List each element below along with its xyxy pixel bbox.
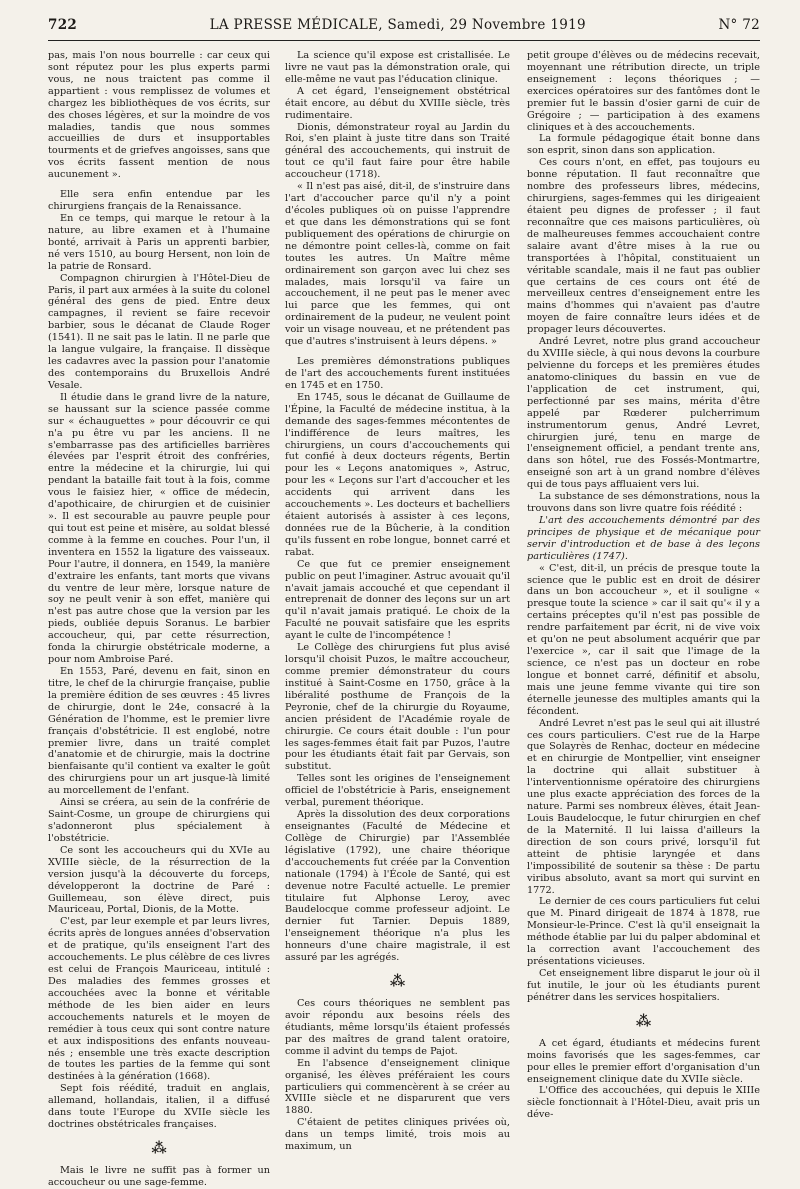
- column-3: [527, 50, 760, 1121]
- paragraph: Telles sont les origines de l'enseignement officiel de l'obstétricie à Paris, enseignement verbal, purement théorique.: [285, 773, 510, 809]
- section-separator: ⁂: [151, 1138, 167, 1157]
- paragraph: L'Office des accouchées, qui depuis le XIIIe siècle fonctionnait à l'Hôtel-Dieu, avait pris un déve-: [527, 1085, 760, 1121]
- paragraph: C'étaient de petites cliniques privées où, dans un temps limité, trois mois au maximum, un: [285, 1117, 510, 1153]
- section-separator: ⁂: [389, 972, 406, 991]
- paragraph: Ces cours n'ont, en effet, pas toujours eu bonne réputation. Il faut reconnaître que nombre des professeurs libres, médecins, chirurgiens, sages-femmes qui les dirigeaient étaient peu dignes de professer ; il faut reconnaître que ces maisons particulières, où de malheureuses femmes accouchaient contre salaire avant d'être mises à la rue ou transportées à l'hôpital, constituaient un véritable scandale, mais il ne faut pas oublier que certains de ces cours ont été de merveilleux centres d'enseignement entre les mains d'hommes qui n'avaient pas d'autre moyen de faire connaître leurs idées et de propager leurs découvertes.: [527, 157, 760, 336]
- paragraph: Les premières démonstrations publiques de l'art des accouchements furent instituées en 1745 et en 1750.: [285, 356, 510, 391]
- paragraph: Il étudie dans le grand livre de la nature, se haussant sur la science passée comme sur « échauguettes » pour découvrir ce qui n'a pu être vu par les anciens. Il ne s'embarrasse pas des artificielles barrières élevées par l'esprit étroit des confréries, entre la médecine et la chirurgie, lui qui pendant la bataille fait tout à la fois, comme vous le faisiez hier, « office de médecin, d'apothicaire, de chirurgien et de cuisinier ». Il est secourable au pauvre peuple pour qui tout est peine et misère, au soldat blessé comme à la femme en couches. Pour l'un, il inventera en 1552 la ligature des vaisseaux. Pour l'autre, il donnera, en 1549, la manière d'extraire les enfants, tant morts que vivans du ventre de leur mère, lorsque nature de soy ne peult venir à son effet, manière qui n'est pas autre chose que la version par les pieds, oubliée depuis Soranus. Le barbier accoucheur, qui, par cette résurrection, fonda la chirurgie obstétricale moderne, a pour nom Ambroise Paré.: [48, 391, 270, 666]
- paragraph: Elle sera enfin entendue par les chirurgiens français de la Renaissance.: [48, 189, 270, 213]
- paragraph: « C'est, dit-il, un précis de presque toute la science que le public est en droit de désirer dans un bon accoucheur », et il souligne « presque toute la science » car il sait qu'« il y a certains préceptes qu'il n'est pas possible de rendre parfaitement par écrit, ni de vive voix et qu'on ne peut absolument acquérir que par l'exercice », car il sait que l'image de la science, ce n'est pas un docteur en robe longue et bonnet carré, définitif et absolu, mais une jeune femme vivante qui tire son éternelle jeunesse des multiples amants qui la fécondent.: [527, 562, 760, 717]
- paragraph: Ainsi se créera, au sein de la confrérie de Saint-Cosme, un groupe de chirurgiens qui s'adonneront plus spécialement à l'obstétricie.: [48, 797, 270, 844]
- paragraph: André Levret n'est pas le seul qui ait illustré ces cours particuliers. C'est rue de la Harpe que Solayrès de Renhac, docteur en médecine et en chirurgie de Montpellier, vint enseigner la doctrine qui allait substituer à l'interventionnisme opératoire des chirurgiens une plus exacte appréciation des forces de la nature. Parmi ses nombreux élèves, était Jean-Louis Baudelocque, le futur chirurgien en chef de la Maternité. Il lui laissa d'ailleurs la direction de son cours privé, lorsqu'il fut atteint de phtisie laryngée et dans l'impossibilité de soutenir sa thèse : De partu viribus absolutо, avant sa mort qui survint en 1772.: [527, 717, 760, 896]
- book-title: L'art des accouchements démontré par des principes de physique et de mécanique pour servir d'introduction et de base à des leçons particulières (1747).: [527, 514, 760, 562]
- journal-title: LA PRESSE MÉDICALE, Samedi, 29 Novembre 1919: [209, 17, 586, 33]
- paragraph: En l'absence d'enseignement clinique organisé, les élèves préféraient les cours particuliers qui commencèrent à se créer au XVIIIe siècle et ne disparurent que vers 1880.: [285, 1057, 510, 1117]
- paragraph: Mais le livre ne suffit pas à former un accoucheur ou une sage-femme.: [48, 1164, 270, 1188]
- paragraph: André Levret, notre plus grand accoucheur du XVIIIe siècle, à qui nous devons la courbure pelvienne du forceps et les premières études anatomo-cliniques du bassin en vue de l'application de cet instrument, qui, perfectionné par ses mains, mérita d'être appelé par Rœderer pulcherrimum instrumentorum genus, André Levret, chirurgien juré, tenu en marge de l'enseignement officiel, a pendant trente ans, dans son hôtel, rue des Fossés-Montmartre, enseigné son art à un grand nombre d'élèves qui de tous pays affluaient vers lui.: [527, 336, 760, 491]
- paragraph: La formule pédagogique était bonne dans son esprit, sinon dans son application.: [527, 133, 760, 157]
- paragraph: En 1745, sous le décanat de Guillaume de l'Épine, la Faculté de médecine institua, à la demande des sages-femmes mécontentes de l'indifférence de leurs maîtres, les chirurgiens, un cours d'accouchements qui fut confié à deux docteurs régents, Bertin pour les « Leçons anatomiques », Astruc, pour les « Leçons sur l'art d'accoucher et les accidents qui arrivent dans les accouchements ». Les docteurs et bachelliers étaient autorisés à assister à ces leçons, données rue de la Bûcherie, à la condition qu'ils fussent en robe longue, bonnet carré et rabat.: [285, 391, 510, 558]
- paragraph: Compagnon chirurgien à l'Hôtel-Dieu de Paris, il part aux armées à la suite du colonel général des gens de pied. Entre deux campagnes, il revient se faire recevoir barbier, sous le décanat de Claude Roger (1541). Il ne sait pas le latin. Il ne parle que la langue vulgaire, la française. Il dissèque les cadavres avec la passion pour l'anatomie des contemporains du Bruxellois André Vesale.: [48, 272, 270, 391]
- paragraph: La science qu'il expose est cristallisée. Le livre ne vaut pas la démonstration orale, qui elle-même ne vaut pas l'éducation clinique.: [285, 50, 510, 85]
- paragraph: Ce sont les accoucheurs qui du XVIe au XVIIIe siècle, de la résurrection de la version jusqu'à la découverte du forceps, développeront la doctrine de Paré : Guillemeau, son élève direct, puis Mauriceau, Portal, Dionis, de la Motte.: [48, 844, 270, 916]
- issue-number: N° 72: [718, 17, 760, 33]
- paragraph: Cet enseignement libre disparut le jour où il fut inutile, le jour où les étudiants purent pénétrer dans les services hospitaliers.: [527, 967, 760, 1003]
- column-1: [48, 50, 270, 1188]
- column-2: [285, 50, 510, 1153]
- paragraph: Après la dissolution des deux corporations enseignantes (Faculté de Médecine et Collège de Chirurgie) par l'Assemblée législative (1792), une chaire théorique d'accouchements fut créée par la Convention nationale (1794) à l'École de Santé, qui est devenue notre Faculté actuelle. Le premier titulaire fut Alphonse Leroy, avec Baudelocque comme professeur adjoint. Le dernier fut Tarnier. Depuis 1889, l'enseignement théorique n'a plus les honneurs d'une chaire magistrale, il est assuré par les agrégés.: [285, 809, 510, 964]
- quotation: « Il n'est pas aisé, dit-il, de s'instruire dans l'art d'accoucher parce qu'il n'y a point d'écoles publiques où on puisse l'apprendre et que dans les démonstrations qui se font publiquement des opérations de chirurgie on ne démontre point celles-là, comme on fait toutes les autres. Un Maître même ordinairement son garçon avec lui chez ses malades, mais lorsqu'il va faire un accouchement, il ne peut pas le mener avec lui parce que les femmes, qui ont ordinairement de la pudeur, ne veulent point voir un visage nouveau, et ne prétendent pas que d'autres s'instruisent à leurs dépens. »: [285, 181, 510, 348]
- paragraph: A cet égard, l'enseignement obstétrical était encore, au début du XVIIIe siècle, très rudimentaire.: [285, 85, 510, 121]
- paragraph: En 1553, Paré, devenu en fait, sinon en titre, le chef de la chirurgie française, publie la première édition de ses œuvres : 45 livres de chirurgie, dont le 24e, consacré à la Génération de l'homme, est le premier livre français d'obstétricie. Il est englobé, notre premier livre, dans un traité complet d'anatomie et de chirurgie, mais la doctrine bienfaisante qu'il contient va exalter le goût des chirurgiens pour un art jusque-là limité au morcellement de l'enfant.: [48, 666, 270, 797]
- paragraph: petit groupe d'élèves ou de médecins recevait, moyennant une rétribution directe, un triple enseignement : leçons théoriques ; — exercices opératoires sur des fantômes dont le premier fut le bassin d'osier garni de cuir de Grégoire ; — participation à des examens cliniques et à des accouchements.: [527, 50, 760, 133]
- paragraph: Ce que fut ce premier enseignement public on peut l'imaginer. Astruc avouait qu'il n'avait jamais accouché et que cependant il entreprenait de donner des leçons sur un art qu'il n'avait jamais pratiqué. Le choix de la Faculté ne pouvait satisfaire que les esprits ayant le culte de l'incompétence !: [285, 558, 510, 642]
- paragraph: Sept fois réédité, traduit en anglais, allemand, hollandais, italien, il a diffusé dans toute l'Europe du XVIIe siècle les doctrines obstétricales françaises.: [48, 1083, 270, 1131]
- paragraph: Le dernier de ces cours particuliers fut celui que M. Pinard dirigeait de 1874 à 1878, rue Monsieur-le-Prince. C'est là qu'il enseignait la méthode établie par lui du palper abdominal et la correction avant l'accouchement des présentations vicieuses.: [527, 896, 760, 968]
- paragraph: A cet égard, étudiants et médecins furent moins favorisés que les sages-femmes, car pour elles le premier effort d'organisation d'un enseignement clinique date du XVIIe siècle.: [527, 1037, 760, 1085]
- paragraph: Ces cours théoriques ne semblent pas avoir répondu aux besoins réels des étudiants, même lorsqu'ils étaient professés par des maîtres de grand talent oratoire, comme il advint du temps de Pajot.: [285, 998, 510, 1057]
- paragraph: Le Collège des chirurgiens fut plus avisé lorsqu'il choisit Puzos, le maître accoucheur, comme premier démonstrateur du cours institué à Saint-Cosme en 1750, grâce à la libéralité posthume de François de la Peyronie, chef de la chirurgie du Royaume, ancien président de l'Académie royale de chirurgie. Ce cours était double : l'un pour les sages-femmes était fait par Puzos, l'autre pour les étudiants était fait par Gervais, son substitut.: [285, 642, 510, 773]
- paragraph: La substance de ses démonstrations, nous la trouvons dans son livre quatre fois réédité :: [527, 491, 760, 515]
- paragraph: En ce temps, qui marque le retour à la nature, au libre examen et à l'humaine bonté, arrivait à Paris un apprenti barbier, né vers 1510, au bourg Hersent, non loin de la patrie de Ronsard.: [48, 212, 270, 272]
- paragraph: pas, mais l'on nous bourrelle : car ceux qui sont réputez pour les plus experts parmi vous, ne nous traictent pas comme il appartient : vous remplissez de volumes et chargez les bibliothèques de vos écrits, sur des choses légères, et sur la moindre de vos maladies, tandis que nous sommes accueillies de durs et insupportables tourments et de griefves angoisses, sans que vos écrits fassent mention de nous aucunement ».: [48, 50, 270, 181]
- page-number: 722: [48, 17, 78, 33]
- section-separator: ⁂: [635, 1011, 652, 1030]
- paragraph: C'est, par leur exemple et par leurs livres, écrits après de longues années d'observation et de pratique, qu'ils enseignent l'art des accouchements. Le plus célèbre de ces livres est celui de François Mauriceau, intitulé : Des maladies des femmes grosses et accouchées avec la bonne et véritable méthode de les bien aider en leurs accouchements naturels et le moyen de remédier à tous ceux qui sont contre nature et aux indispositions des enfants nouveau-nés ; ensemble une très exacte description de toutes les parties de la femme qui sont destinées à la génération (1668).: [48, 916, 270, 1083]
- header-rule: [48, 40, 760, 41]
- paragraph: Dionis, démonstrateur royal au Jardin du Roi, s'en plaint à juste titre dans son Traité général des accouchements, qui instruit de tout ce qu'il faut faire pour être habile accoucheur (1718).: [285, 121, 510, 181]
- page-header: [48, 14, 760, 36]
